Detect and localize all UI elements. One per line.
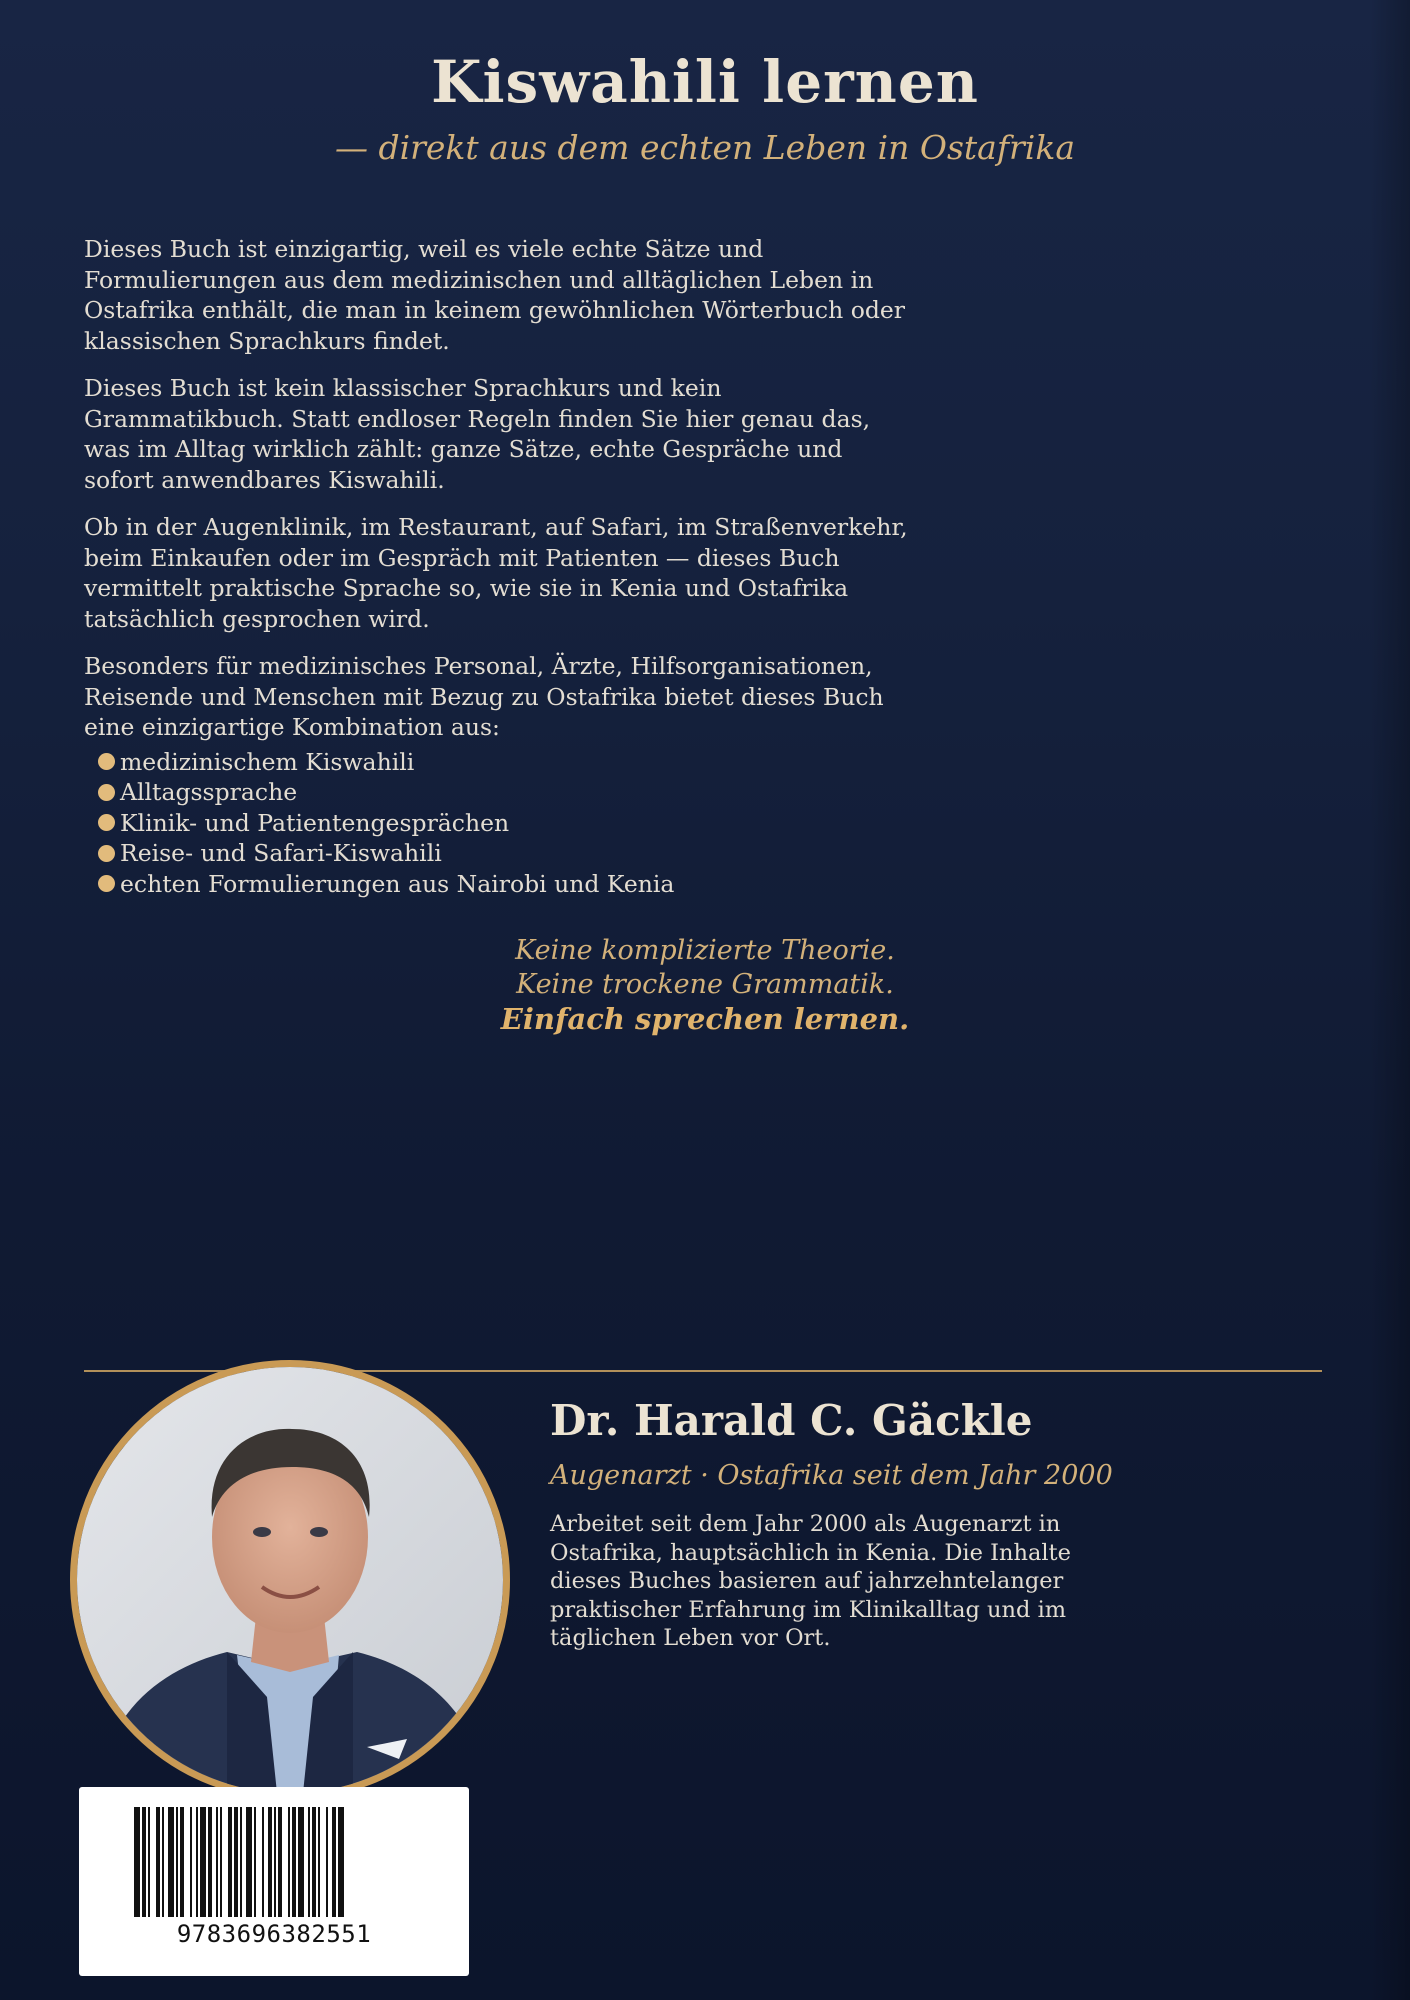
- list-item-label: Klinik- und Patientengesprächen: [120, 808, 510, 837]
- isbn-number: 9783696382551: [176, 1920, 372, 1948]
- list-item-label: echten Formulierungen aus Nairobi und Kenia: [120, 869, 675, 898]
- list-item-label: Alltagssprache: [120, 778, 298, 806]
- tagline-emphasis: Einfach sprechen lernen.: [500, 1002, 910, 1036]
- list-item: [98, 777, 914, 808]
- tagline-line: Keine trockene Grammatik.: [516, 969, 894, 1000]
- book-title: Kiswahili lernen: [431, 48, 979, 116]
- list-item: [98, 838, 914, 869]
- isbn-barcode: [79, 1787, 469, 1976]
- list-item: [98, 808, 914, 839]
- author-bio: Arbeitet seit dem Jahr 2000 als Augenarzt in Ostafrika, hauptsächlich in Kenia. Die Inhalte dieses Buches basieren auf jahrzehntelanger praktischer Erfahrung im Klinikalltag und im täglichen Leben vor Ort.: [550, 1511, 1071, 1651]
- bullet-icon: [98, 875, 115, 892]
- bullet-icon: [98, 753, 115, 770]
- book-subtitle: — direkt aus dem echten Leben in Ostafrika: [334, 128, 1076, 167]
- tagline: [0, 934, 1410, 1036]
- author-name: Dr. Harald C. Gäckle: [550, 1396, 1033, 1445]
- list-item: [98, 869, 914, 900]
- author-role: Augenarzt · Ostafrika seit dem Jahr 2000: [550, 1460, 1113, 1491]
- blurb-text: [84, 234, 914, 899]
- list-item-label: Reise- und Safari-Kiswahili: [120, 839, 442, 867]
- feature-list: [84, 747, 914, 900]
- bullet-icon: [98, 845, 115, 862]
- blurb-paragraph: Besonders für medizinisches Personal, Ärzte, Hilfsorganisationen, Reisende und Menschen mit Bezug zu Ostafrika bietet dieses Buch eine einzigartige Kombination aus:: [84, 652, 884, 741]
- blurb-paragraph: Dieses Buch ist einzigartig, weil es viele echte Sätze und Formulierungen aus dem medizinischen und alltäglichen Leben in Ostafrika enthält, die man in keinem gewöhnlichen Wörterbuch oder klassischen Sprachkurs findet.: [84, 235, 906, 355]
- tagline-line: Keine komplizierte Theorie.: [515, 935, 895, 966]
- author-photo-icon: [77, 1367, 503, 1793]
- blurb-paragraph: Dieses Buch ist kein klassischer Sprachkurs und kein Grammatikbuch. Statt endloser Regeln finden Sie hier genau das, was im Alltag wirklich zählt: ganze Sätze, echte Gespräche und sofort anwendbares Kiswahili.: [84, 374, 871, 494]
- blurb-paragraph: Ob in der Augenklinik, im Restaurant, auf Safari, im Straßenverkehr, beim Einkaufen oder im Gespräch mit Patienten — dieses Buch vermittelt praktische Sprache so, wie sie in Kenia und Ostafrika tatsächlich gesprochen wird.: [84, 513, 908, 633]
- bullet-icon: [98, 784, 115, 801]
- list-item: [98, 747, 914, 778]
- bullet-icon: [98, 814, 115, 831]
- barcode-icon: [134, 1807, 414, 1917]
- author-portrait: [70, 1360, 510, 1800]
- list-item-label: medizinischem Kiswahili: [120, 747, 415, 776]
